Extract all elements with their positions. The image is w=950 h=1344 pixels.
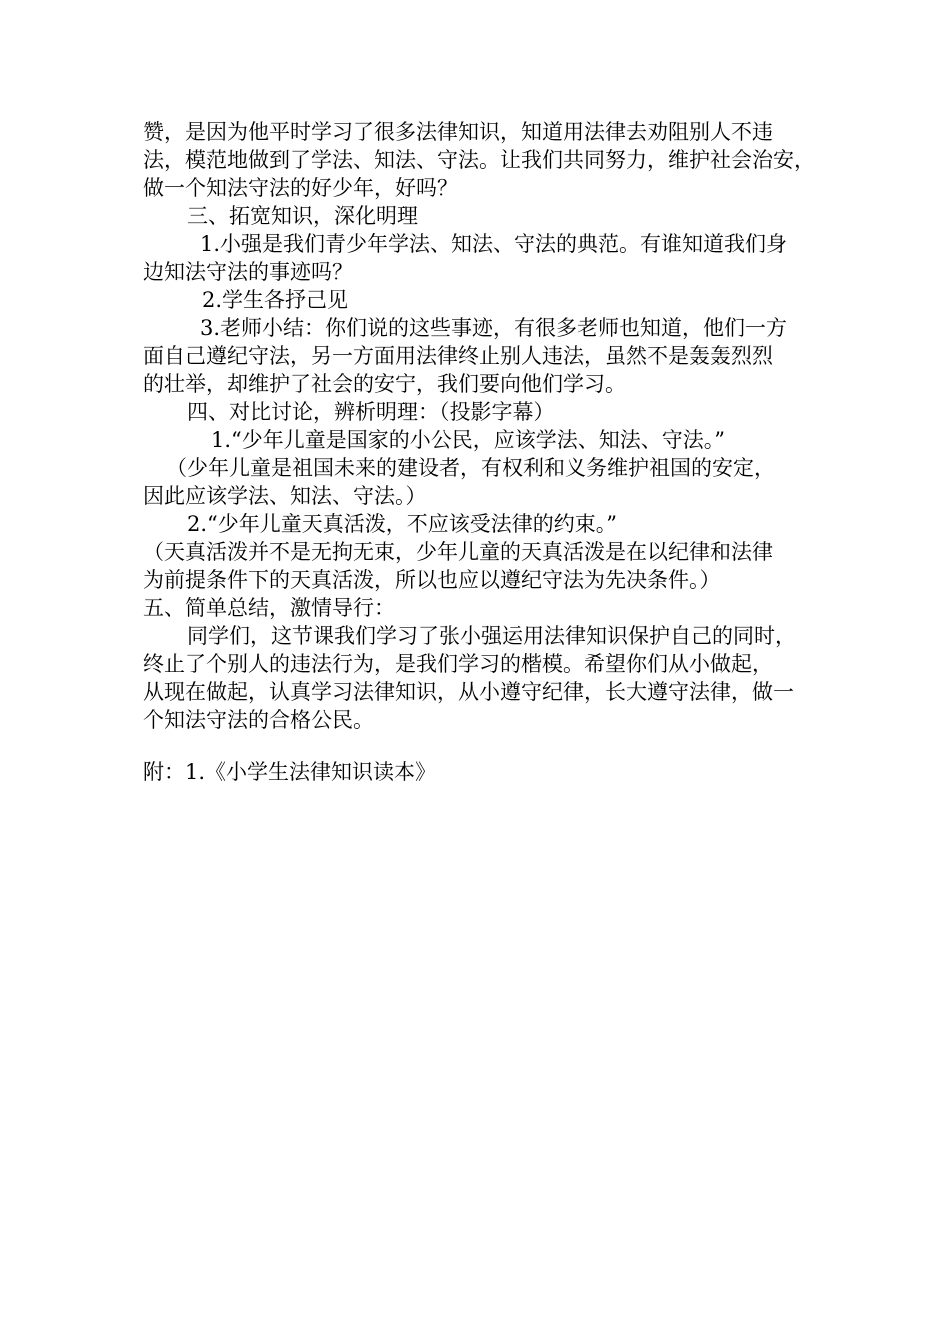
text-line: （天真活泼并不是无拘无束，少年儿童的天真活泼是在以纪律和法律	[143, 540, 773, 564]
text-line: 做一个知法守法的好少年，好吗？	[143, 176, 458, 200]
text-line: 1.小强是我们青少年学法、知法、守法的典范。有谁知道我们身	[200, 232, 788, 256]
text-line: 因此应该学法、知法、守法。）	[143, 484, 427, 508]
text-line: 赞，是因为他平时学习了很多法律知识，知道用法律去劝阻别人不违	[143, 120, 773, 144]
text-line: 面自己遵纪守法，另一方面用法律终止别人违法，虽然不是轰轰烈烈	[143, 344, 773, 368]
text-line: 法，模范地做到了学法、知法、守法。让我们共同努力，维护社会治安，	[143, 148, 815, 172]
section-heading: 四、对比讨论，辨析明理：（投影字幕）	[187, 400, 555, 424]
text-line: 2.“少年儿童天真活泼，不应该受法律的约束。”	[187, 512, 618, 536]
text-line: 个知法守法的合格公民。	[143, 708, 374, 732]
text-line: 从现在做起，认真学习法律知识，从小遵守纪律，长大遵守法律，做一	[143, 680, 794, 704]
text-line: （少年儿童是祖国未来的建设者，有权利和义务维护祖国的安定，	[166, 456, 775, 480]
text-line: 2.学生各抒己见	[202, 288, 349, 312]
text-line: 1.“少年儿童是国家的小公民，应该学法、知法、守法。”	[211, 428, 726, 452]
section-heading: 五、简单总结，激情导行：	[143, 596, 395, 620]
text-line: 的壮举，却维护了社会的安宁，我们要向他们学习。	[143, 372, 626, 396]
section-heading: 三、拓宽知识，深化明理	[187, 204, 418, 228]
text-line: 终止了个别人的违法行为，是我们学习的楷模。希望你们从小做起，	[143, 652, 773, 676]
text-line: 边知法守法的事迹吗？	[143, 260, 353, 284]
text-line: 同学们，这节课我们学习了张小强运用法律知识保护自己的同时，	[187, 624, 796, 648]
text-line: 3.老师小结：你们说的这些事迹，有很多老师也知道，他们一方	[200, 316, 788, 340]
appendix-line: 附：1.《小学生法律知识读本》	[143, 760, 437, 784]
text-line: 为前提条件下的天真活泼，所以也应以遵纪守法为先决条件。）	[143, 568, 721, 592]
